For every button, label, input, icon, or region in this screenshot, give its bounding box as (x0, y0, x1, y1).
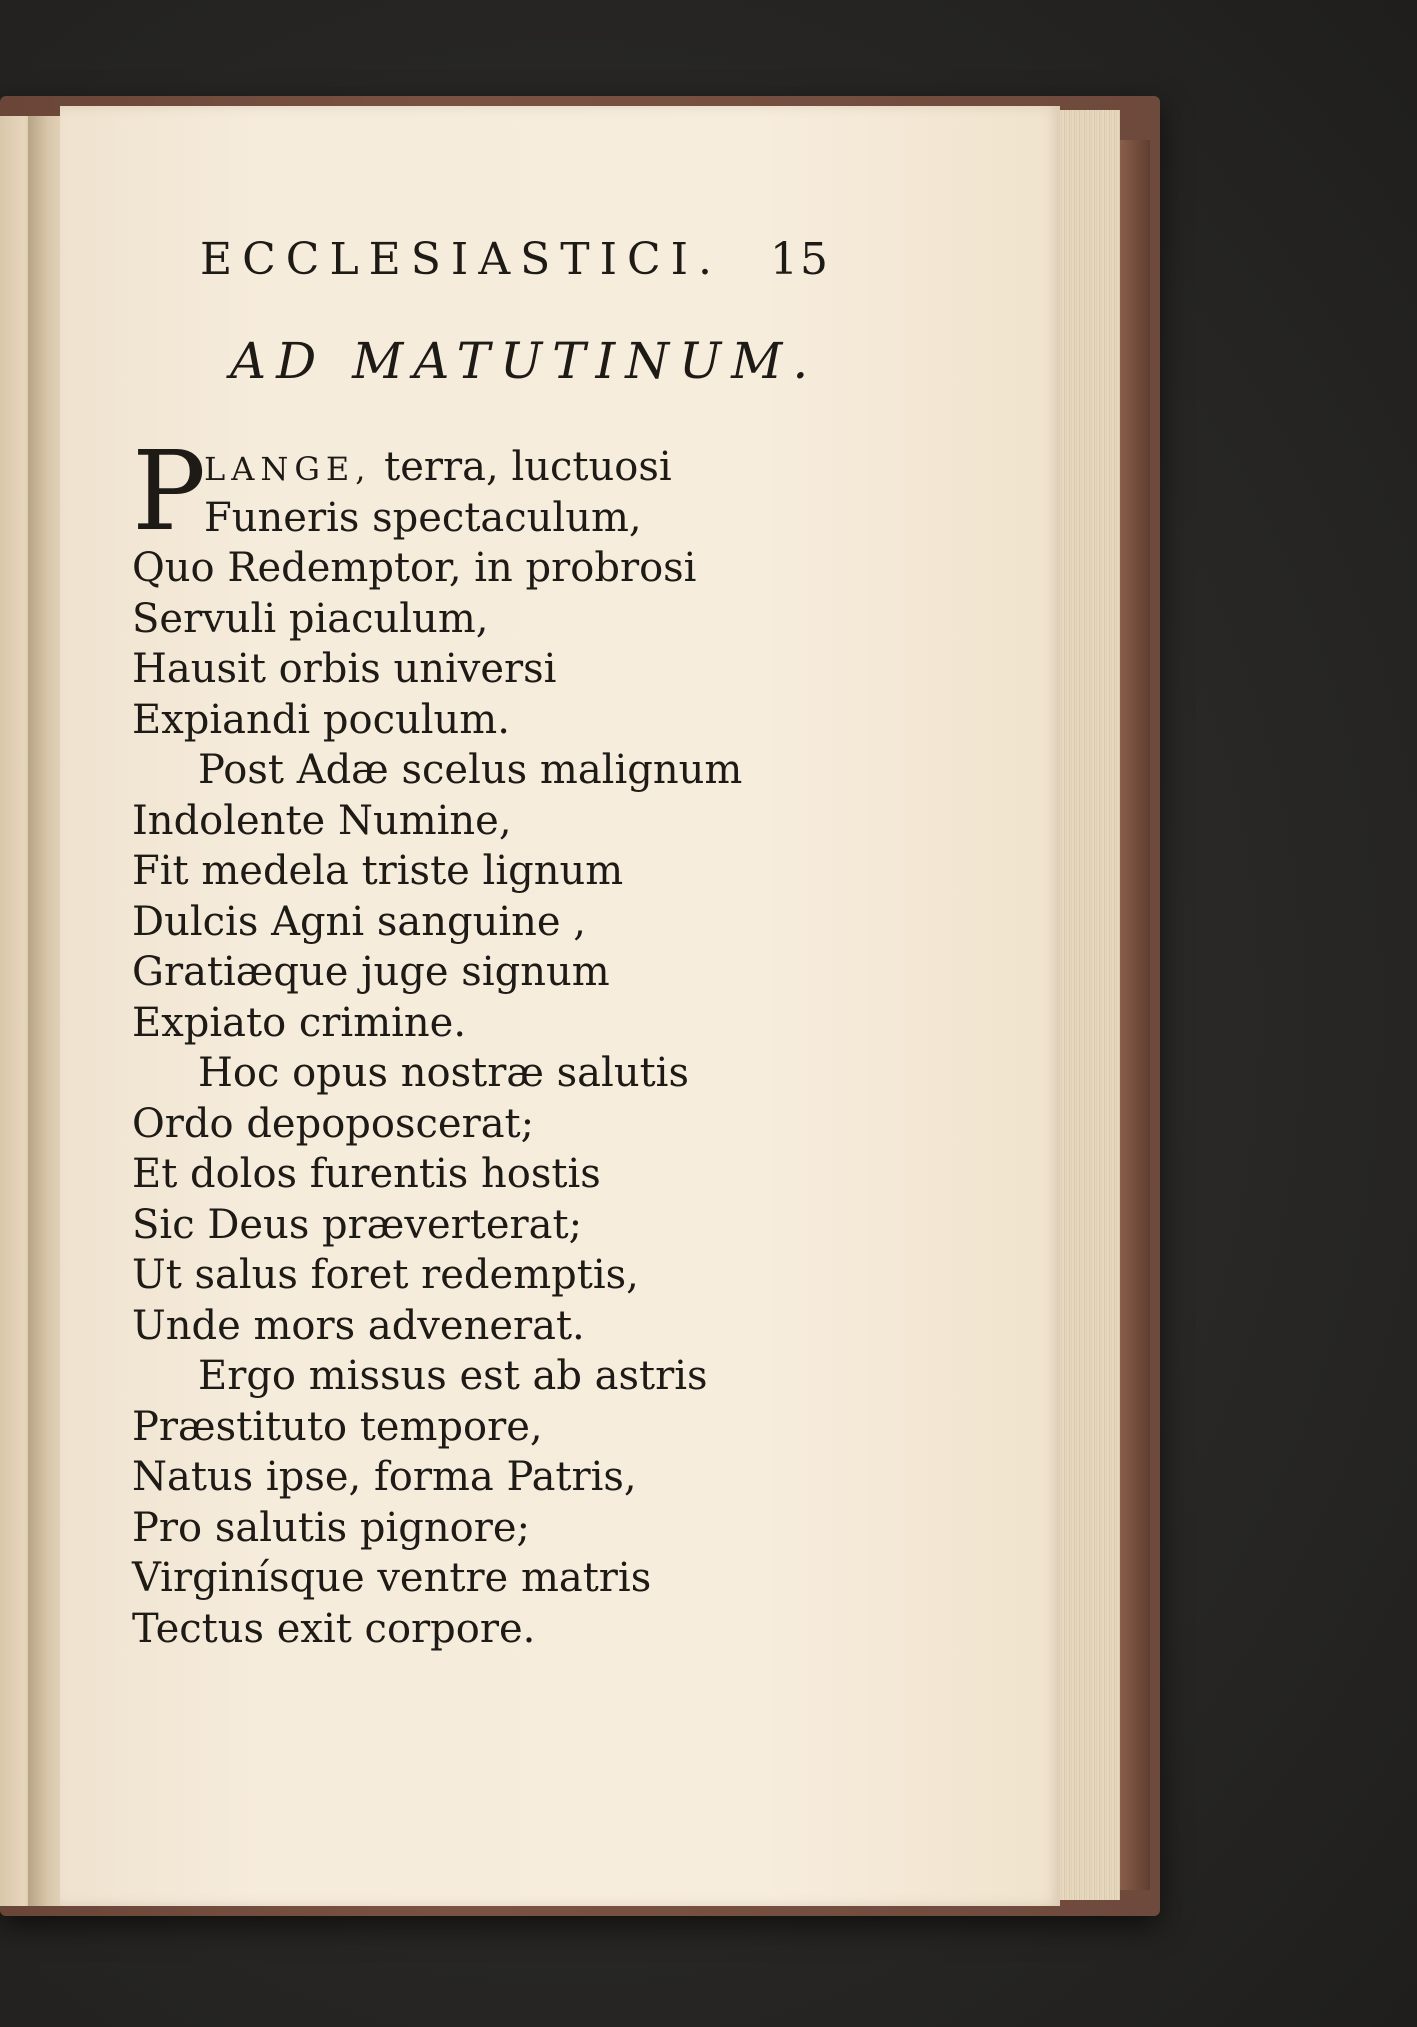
verse-line (132, 442, 752, 493)
verse-line: Quo Redemptor, in probrosi (132, 545, 697, 591)
verse-line: Unde mors advenerat. (132, 1302, 585, 1349)
verse-line: Ergo missus est ab astris (198, 1353, 708, 1399)
cover-spine-edge (1120, 140, 1150, 1890)
hymn-verse (132, 442, 752, 1654)
verse-line: Ut salus foret redemptis, (132, 1252, 639, 1298)
section-title: AD MATUTINUM. (230, 332, 819, 390)
verse-line: Servuli piaculum, (132, 595, 489, 642)
verse-line: Natus ipse, forma Patris, (132, 1454, 637, 1500)
book-page (60, 106, 1060, 1906)
verse-line: Et dolos furentis hostis (132, 1151, 601, 1197)
page-text-block (60, 106, 1060, 1906)
verse-line: Hausit orbis universi (132, 646, 557, 692)
verse-line: Funeris spectaculum, (204, 494, 642, 541)
verse-line-text: terra, luctuosi (384, 444, 672, 490)
verse-line: Gratiæque juge signum (132, 949, 610, 995)
verse-line: Post Adæ scelus malignum (198, 747, 743, 793)
verse-line: Dulcis Agni sanguine , (132, 898, 586, 945)
verse-line: Indolente Numine, (132, 797, 512, 844)
verse-line: Expiato crimine. (132, 999, 467, 1046)
verse-line: Ordo depoposcerat; (132, 1100, 535, 1147)
verse-line: Præstituto tempore, (132, 1403, 543, 1450)
verse-line: Virginísque ventre matris (132, 1555, 652, 1601)
verse-line: Fit medela triste lignum (132, 848, 624, 894)
first-word-rest: LANGE, (204, 450, 372, 488)
verse-line: Pro salutis pignore; (132, 1504, 530, 1551)
verse-line: Expiandi poculum. (132, 696, 510, 743)
running-head: ECCLESIASTICI. (200, 234, 722, 285)
drop-cap: P (132, 427, 207, 555)
verse-line: Hoc opus nostræ salutis (198, 1050, 689, 1096)
verse-line: Tectus exit corpore. (132, 1605, 536, 1652)
page-number: 15 (770, 234, 830, 285)
verse-line: Sic Deus præverterat; (132, 1201, 583, 1248)
page-fore-edge (1060, 110, 1120, 1900)
